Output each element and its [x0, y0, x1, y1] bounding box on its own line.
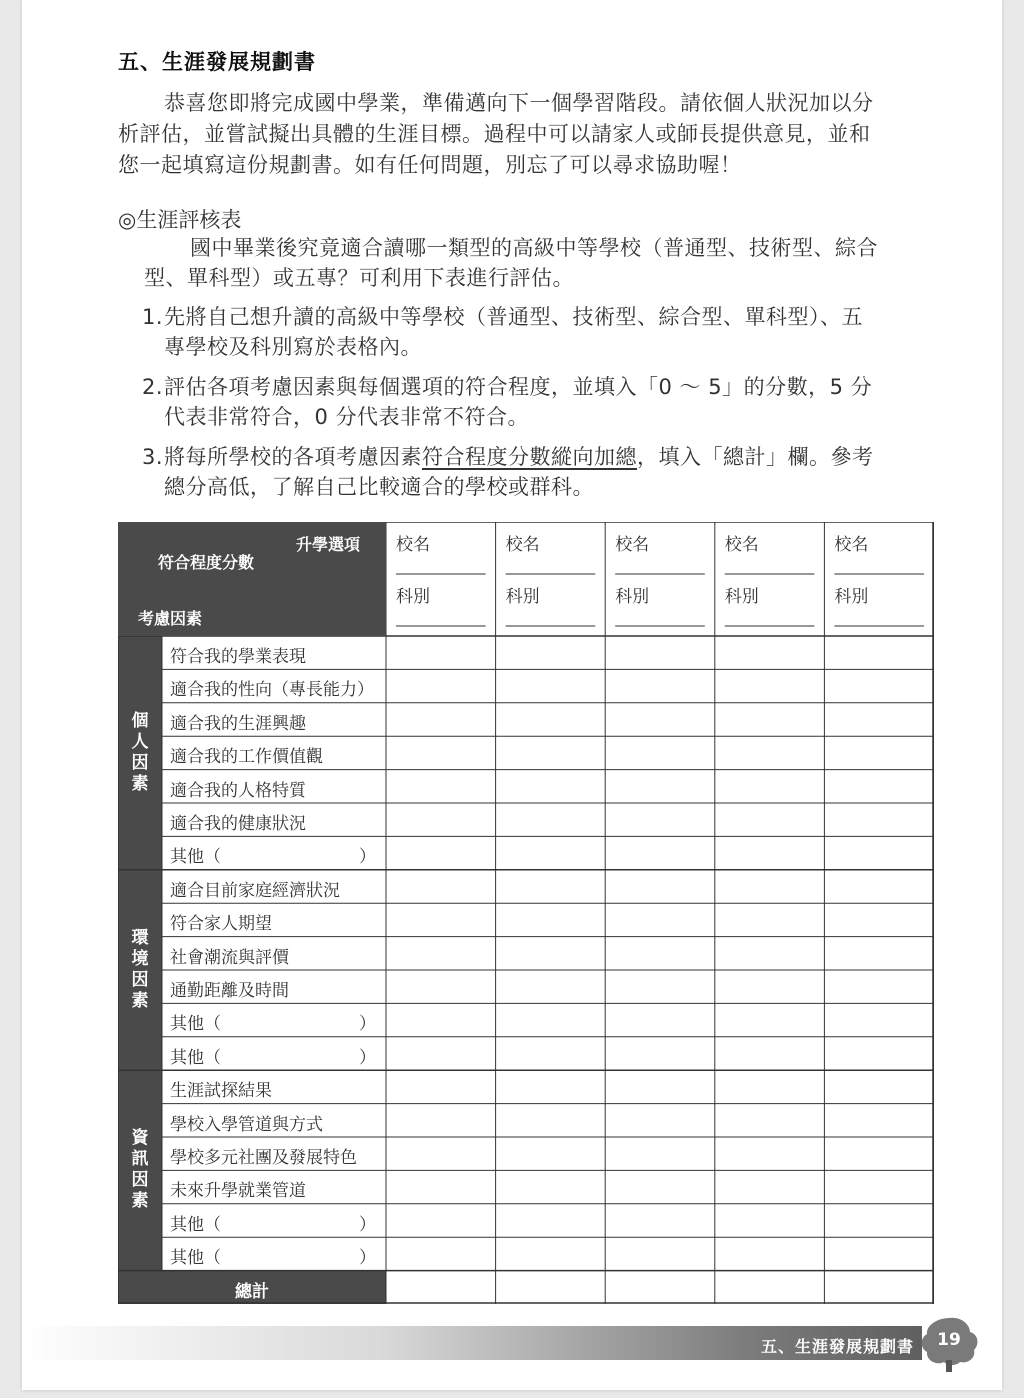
header-options-label: 升學選項: [296, 535, 361, 554]
factor-label: [170, 876, 386, 901]
intro-line: 恭喜您即將完成國中學業，準備邁向下一個學習階段。請依個人狀況加以分: [164, 91, 874, 115]
school-name-label: 校名: [505, 535, 540, 555]
step-line: 先將自己想升讀的高級中等學校（普通型、技術型、綜合型、單科型）、五: [164, 305, 863, 329]
step-line: 代表非常符合，0 分代表非常不符合。: [164, 405, 530, 429]
department-label: 科別: [615, 587, 650, 607]
step-number: 1.: [142, 305, 164, 329]
department-label: 科別: [505, 587, 540, 607]
page-heading: 五、生涯發展規劃書: [118, 50, 316, 74]
other-close-paren: ）: [359, 847, 376, 868]
section-intro: [144, 233, 934, 293]
section-title: ◎生涯評核表: [118, 208, 242, 232]
factor-text: 其他（: [170, 1047, 221, 1068]
group-label-char: 境: [131, 949, 149, 969]
instruction-item: [142, 302, 942, 362]
factor-text: 適合我的生涯興趣: [170, 713, 306, 734]
group-label-char: 素: [131, 773, 149, 794]
other-close-paren: ）: [359, 1248, 376, 1269]
factor-text: 適合我的性向（專長能力）: [170, 680, 374, 701]
group-label: [118, 711, 162, 795]
factor-label: [170, 976, 386, 1001]
group-label-char: 人: [131, 731, 149, 752]
header-score-label: 符合程度分數: [158, 553, 255, 572]
factor-label: [170, 1243, 386, 1268]
factor-text: 學校多元社團及發展特色: [170, 1148, 357, 1168]
factor-label: [170, 1176, 386, 1201]
factor-text: 符合我的學業表現: [170, 647, 306, 667]
factor-text: 未來升學就業管道: [170, 1181, 306, 1202]
factor-text: 適合目前家庭經濟狀況: [170, 880, 340, 901]
section-intro-line: 國中畢業後究竟適合讀哪一類型的高級中等學校（普通型、技術型、綜合: [190, 236, 878, 260]
factor-label: [170, 1009, 386, 1034]
underlined-emphasis: 符合程度分數縱向加總: [422, 445, 637, 469]
group-label-char: 環: [131, 928, 149, 948]
section-intro-line: 型、單科型）或五專？可利用下表進行評估。: [144, 266, 574, 290]
factor-label: [170, 1210, 386, 1235]
assessment-table: [118, 522, 934, 1304]
factor-text: 社會潮流與評價: [170, 947, 289, 968]
factor-text: 其他（: [170, 1248, 221, 1269]
factor-text: 其他（: [170, 1214, 221, 1235]
instruction-item: [142, 372, 942, 432]
intro-line: 您一起填寫這份規劃書。如有任何問題，別忘了可以尋求協助喔！: [118, 153, 742, 177]
factor-label: [170, 742, 386, 767]
intro-paragraph: [118, 88, 932, 181]
other-close-paren: ）: [359, 1214, 376, 1235]
factor-label: [170, 943, 386, 968]
group-label-char: 個: [131, 710, 149, 731]
step-line: 專學校及科別寫於表格內。: [164, 335, 422, 359]
page-number: 19: [937, 1330, 961, 1350]
factor-label: [170, 709, 386, 734]
department-label: 科別: [724, 587, 759, 607]
instruction-item: [142, 442, 942, 502]
factor-label: [170, 1076, 386, 1101]
step-text: ，填入「總計」欄。參考: [637, 445, 874, 469]
footer-title: 五、生涯發展規劃書: [760, 1337, 914, 1356]
step-line: 總分高低，了解自己比較適合的學校或群科。: [164, 475, 594, 499]
step-text: 將每所學校的各項考慮因素: [164, 445, 422, 469]
factor-label: [170, 642, 386, 667]
factor-text: 通勤距離及時間: [170, 981, 289, 1001]
group-label-char: 素: [131, 1191, 149, 1212]
department-label: 科別: [396, 587, 430, 607]
group-label: [118, 928, 162, 1012]
factor-label: [170, 1110, 386, 1135]
factor-label: [170, 776, 386, 801]
factor-text: 生涯試探結果: [170, 1081, 272, 1102]
group-label-char: 因: [131, 1170, 149, 1191]
school-name-label: 校名: [834, 535, 869, 555]
factor-text: 適合我的健康狀況: [170, 814, 306, 834]
other-close-paren: ）: [359, 1014, 376, 1035]
instruction-list: [142, 302, 942, 512]
step-line: 評估各項考慮因素與每個選項的符合程度，並填入「0 ～ 5」的分數，5 分: [164, 375, 873, 399]
factor-text: 適合我的人格特質: [170, 780, 306, 801]
factor-text: 符合家人期望: [170, 914, 272, 935]
factor-label: [170, 675, 386, 700]
step-number: 2.: [142, 375, 164, 399]
factor-text: 學校入學管道與方式: [170, 1114, 323, 1135]
factor-label: [170, 909, 386, 934]
group-label-char: 資: [131, 1128, 149, 1149]
factor-label: [170, 809, 386, 834]
factor-text: 適合我的工作價值觀: [170, 747, 323, 768]
intro-line: 析評估，並嘗試擬出具體的生涯目標。過程中可以請家人或師長提供意見，並和: [118, 122, 871, 146]
group-label-char: 素: [131, 991, 149, 1011]
factor-label: [170, 1143, 386, 1168]
group-label: [118, 1128, 162, 1212]
group-label-char: 訊: [131, 1149, 149, 1170]
factor-text: 其他（: [170, 847, 221, 868]
header-factor-label: 考慮因素: [138, 609, 203, 628]
factor-label: [170, 842, 386, 867]
group-label-char: 因: [131, 970, 149, 990]
school-name-label: 校名: [724, 535, 759, 555]
other-close-paren: ）: [359, 1047, 376, 1068]
step-number: 3.: [142, 445, 164, 469]
total-label: 總計: [235, 1281, 269, 1302]
document-page: [22, 0, 1002, 1390]
school-name-label: 校名: [396, 535, 430, 555]
school-name-label: 校名: [615, 535, 650, 555]
group-label-char: 因: [131, 752, 149, 773]
department-label: 科別: [834, 587, 869, 607]
factor-text: 其他（: [170, 1014, 221, 1035]
factor-label: [170, 1043, 386, 1068]
